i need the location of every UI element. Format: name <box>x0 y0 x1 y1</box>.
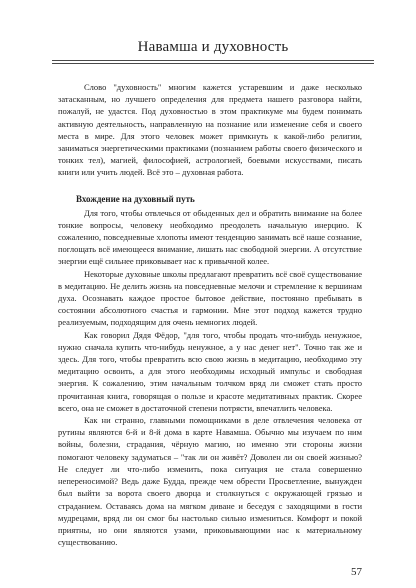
paragraph: Как говорил Дядя Фёдор, "для того, чтобы продать что-нибудь ненужное, нужно сначала купить что-нибудь ненужное, а у нас денег нет". Точно так же и здесь. Для того, чтобы превратить всю свою жизнь в медитацию, необходимо эту медитацию освоить, а для этого необходимы исходный импульс и свободная энергия. К сожалению, этим начальным толчком вряд ли сможет стать просто прочитанная книга, говорящая о пользе и красоте медитативных практик. Скорее всего, она не сможет в достаточной степени потрясти, впечатлить человека. <box>58 329 362 413</box>
header-rule-lower <box>52 63 374 64</box>
body-text <box>58 81 362 548</box>
intro-paragraph: Слово "духовность" многим кажется устаревшим и даже несколько затасканным, но лучшего определения для предмета нашего разговора найти, пожалуй, не удастся. Под духовностью в этом практикуме мы будем понимать активную деятельность, направленную на познание или изменение себя и своего места в мире. Для этого человек может примкнуть к какой-либо религии, заниматься энергетическими практиками (познанием работы своего физического и тонких тел), магией, философией, астрологией, боевыми искусствами, писать книги или учить людей. Всё это – духовная работа. <box>58 82 362 178</box>
running-header <box>52 38 374 64</box>
paragraph: Некоторые духовные школы предлагают превратить всё своё существование в медитацию. Не делить жизнь на повседневные мелочи и стремление к вершинам духа. Осознавать каждое простое бытовое действие, постоянно пребывать в состоянии абсолютного счастья и гармонии. Мне этот подход кажется трудно реализуемым, подходящим для очень немногих людей. <box>58 268 362 328</box>
section-heading: Вхождение на духовный путь <box>76 193 195 204</box>
paragraph: Как ни странно, главными помощниками в деле отвлечения человека от рутины являются 6-й и 8-й дома в карте Навамша. Обычно мы изучаем по ним войны, болезни, страдания, чёрную магию, но именно эти стороны жизни помогают человеку задуматься – "так ли он живёт? Доволен ли он своей жизнью? Не следует ли что-либо изменить, пока ситуация не стала совершенно непереносимой? Ведь даже Будда, прежде чем обрести Просветление, вынужден был выйти за ворота своего дворца и столкнуться с окружающей грязью и страданием. Оставаясь дома на мягком диване и беседуя с заходящими в гости мудрецами, вряд ли он смог бы настолько сильно измениться. Комфорт и покой приятны, но они являются узами, приковывающими нас к материальному существованию. <box>58 415 362 548</box>
page-number: 57 <box>351 566 362 578</box>
paragraph: Для того, чтобы отвлечься от обыденных дел и обратить внимание на более тонкие вопросы, человеку необходимо преодолеть начальную инерцию. К сожалению, повседневные хлопоты имеют тенденцию занимать всё наше сознание, поглощать всё имеющееся внимание, лишать нас свободной энергии. А отсутствие энергии ещё сильнее приковывает нас к привычной колее. <box>58 207 362 267</box>
page-title: Навамша и духовность <box>137 39 289 55</box>
